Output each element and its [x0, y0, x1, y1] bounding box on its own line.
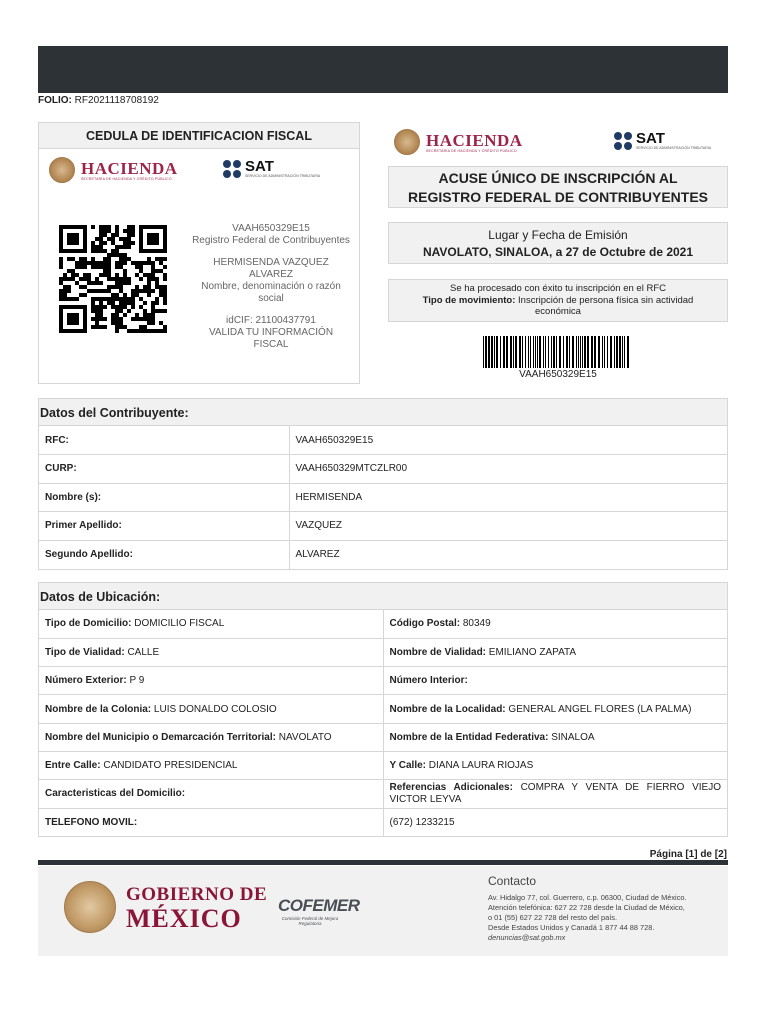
ubicacion-title: Datos de Ubicación:	[39, 583, 727, 610]
cedula-info	[191, 223, 351, 351]
table-row	[39, 780, 727, 808]
contacto-title: Contacto	[488, 874, 537, 888]
table-row	[39, 483, 727, 512]
cedula-rfc-caption: Registro Federal de Contribuyentes	[192, 235, 350, 246]
field-cell: Referencias Adicionales: COMPRA Y VENTA DE FIERRO VIEJO VICTOR LEYVA	[383, 780, 727, 808]
footer-divider	[38, 860, 728, 865]
sat-dots-icon	[223, 160, 241, 178]
field-value: VAAH650329E15	[289, 426, 727, 455]
field-cell: Caracteristicas del Domicilio:	[39, 780, 383, 808]
barcode	[483, 336, 633, 370]
table-row	[39, 751, 727, 779]
contribuyente-title: Datos del Contribuyente:	[39, 399, 727, 426]
sat-logo: SAT SERVICIO DE ADMINISTRACIÓN TRIBUTARIA	[223, 159, 320, 178]
field-cell: Entre Calle: CANDIDATO PRESIDENCIAL	[39, 751, 383, 779]
contacto-email[interactable]: denuncias@sat.gob.mx	[488, 933, 566, 942]
seal-icon	[394, 129, 420, 155]
hacienda-logo: HACIENDA SECRETARÍA DE HACIENDA Y CRÉDITO PÚBLICO	[394, 129, 523, 155]
qr-code	[59, 225, 167, 333]
cedula-name-caption: Nombre, denominación o razón social	[201, 281, 341, 304]
field-cell: TELEFONO MOVIL:	[39, 808, 383, 836]
page-number: Página [1] de [2]	[649, 849, 727, 860]
proceso-box: Se ha procesado con éxito tu inscripción en el RFC Tipo de movimiento: Inscripción de persona física sin actividad económica	[388, 279, 728, 322]
field-cell: Número Interior:	[383, 667, 727, 695]
field-value: ALVAREZ	[289, 540, 727, 569]
field-cell: Tipo de Vialidad: CALLE	[39, 638, 383, 666]
field-cell: (672) 1233215	[383, 808, 727, 836]
field-value: HERMISENDA	[289, 483, 727, 512]
seal-icon	[64, 881, 116, 933]
cedula-valida: VALIDA TU INFORMACIÓN FISCAL	[208, 327, 334, 350]
header-bar	[38, 46, 728, 93]
field-cell: Tipo de Domicilio: DOMICILIO FISCAL	[45, 618, 225, 630]
contacto-line: o 01 (55) 627 22 728 del resto del país.	[488, 913, 618, 922]
field-cell: Nombre de la Entidad Federativa: SINALOA	[383, 723, 727, 751]
field-label: CURP:	[39, 455, 289, 484]
table-row	[39, 695, 727, 723]
table-row	[39, 512, 727, 541]
ubicacion-table	[39, 610, 727, 836]
cedula-name: HERMISENDA VAZQUEZ ALVAREZ	[213, 257, 329, 280]
ubicacion-section	[38, 582, 728, 837]
field-cell: Nombre de la Colonia: LUIS DONALDO COLOSIO	[39, 695, 383, 723]
field-cell: Número Exterior: P 9	[39, 667, 383, 695]
acuse-title: ACUSE ÚNICO DE INSCRIPCIÓN AL REGISTRO FEDERAL DE CONTRIBUYENTES	[388, 166, 728, 208]
field-value: VAZQUEZ	[289, 512, 727, 541]
cedula-card	[38, 122, 360, 384]
footer	[38, 866, 728, 956]
table-row	[39, 540, 727, 569]
table-row	[39, 610, 727, 638]
contribuyente-section	[38, 398, 728, 570]
cedula-title: CEDULA DE IDENTIFICACION FISCAL	[39, 123, 359, 149]
field-cell: Nombre de la Localidad: GENERAL ANGEL FLORES (LA PALMA)	[383, 695, 727, 723]
contacto-line: Av. Hidalgo 77, col. Guerrero, c.p. 06300, Ciudad de México.	[488, 893, 687, 902]
field-cell: Nombre de Vialidad: EMILIANO ZAPATA	[383, 638, 727, 666]
contacto-line: Desde Estados Unidos y Canadá 1 877 44 88 728.	[488, 923, 655, 932]
contacto-line: Atención telefónica: 627 22 728 desde la Ciudad de México,	[488, 903, 685, 912]
field-value: VAAH650329MTCZLR00	[289, 455, 727, 484]
cedula-idcif: idCIF: 21100437791	[226, 315, 316, 326]
contribuyente-table	[39, 426, 727, 569]
table-row	[39, 426, 727, 455]
folio: FOLIO: RF2021118708192	[38, 95, 159, 106]
gobierno-logo: GOBIERNO DE MÉXICO	[64, 881, 267, 933]
sat-logo: SAT SERVICIO DE ADMINISTRACIÓN TRIBUTARIA	[614, 131, 711, 150]
table-row	[39, 667, 727, 695]
table-row	[39, 808, 727, 836]
field-label: Segundo Apellido:	[39, 540, 289, 569]
acuse-logos	[388, 126, 728, 162]
field-label: Nombre (s):	[39, 483, 289, 512]
lugar-fecha: Lugar y Fecha de Emisión NAVOLATO, SINALOA, a 27 de Octubre de 2021	[388, 222, 728, 264]
field-label: Primer Apellido:	[39, 512, 289, 541]
table-row	[39, 455, 727, 484]
field-cell: Nombre del Municipio o Demarcación Territorial: NAVOLATO	[39, 723, 383, 751]
barcode-text: VAAH650329E15	[519, 369, 597, 380]
field-cell: Y Calle: DIANA LAURA RIOJAS	[383, 751, 727, 779]
contacto	[488, 874, 720, 943]
cedula-rfc: VAAH650329E15	[232, 223, 310, 234]
table-row	[39, 638, 727, 666]
field-label: RFC:	[45, 434, 69, 446]
hacienda-logo: HACIENDA SECRETARÍA DE HACIENDA Y CRÉDITO PÚBLICO	[49, 157, 178, 183]
seal-icon	[49, 157, 75, 183]
sat-dots-icon	[614, 132, 632, 150]
cofemer-logo: COFEMER Comisión Federal de Mejora Regulatoria	[278, 896, 360, 926]
table-row	[39, 723, 727, 751]
field-cell: Código Postal: 80349	[383, 610, 727, 638]
